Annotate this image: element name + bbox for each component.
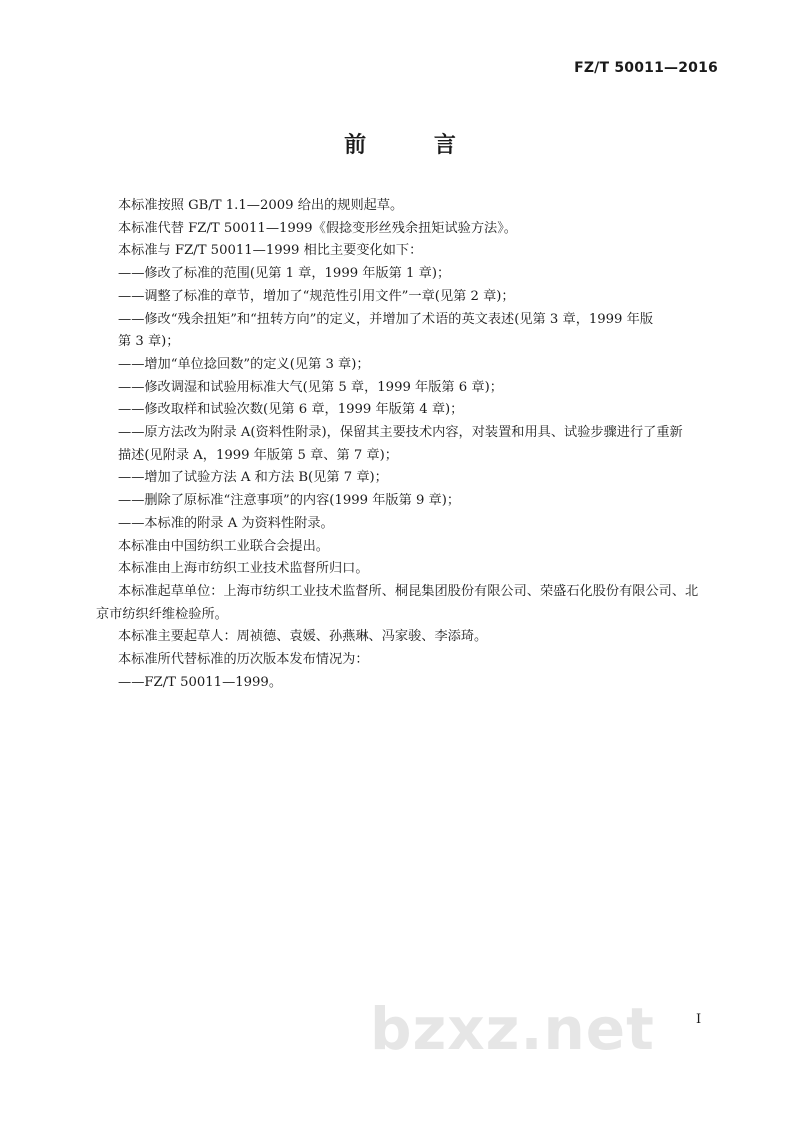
list-item-continuation: 描述(见附录 A，1999 年版第 5 章、第 7 章)； <box>118 447 398 463</box>
list-item: ——删除了原标准“注意事项”的内容(1999 年版第 9 章)； <box>118 493 461 509</box>
list-item-continuation: 第 3 章)； <box>118 334 180 350</box>
page-title: 前 言 <box>344 133 486 158</box>
text-line: 本标准与 FZ/T 50011—1999 相比主要变化如下： <box>118 243 423 259</box>
text-line-continuation: 京市纺织纤维检验所。 <box>96 606 228 622</box>
page-number: I <box>696 1012 702 1027</box>
list-item: ——修改了标准的范围(见第 1 章，1999 年版第 1 章)； <box>118 266 451 282</box>
list-item: ——修改“残余扭矩”和“扭转方向”的定义，并增加了术语的英文表述(见第 3 章，1999 年版 <box>118 311 654 327</box>
list-item: ——本标准的附录 A 为资料性附录。 <box>118 515 334 531</box>
text-line: 本标准主要起草人：周祯德、袁媛、孙燕琳、冯家骏、李添琦。 <box>118 629 488 645</box>
list-item: ——增加“单位捻回数”的定义(见第 3 章)； <box>118 356 370 372</box>
text-line: 本标准所代替标准的历次版本发布情况为： <box>118 652 369 668</box>
text-line: 本标准由上海市纺织工业技术监督所归口。 <box>118 561 369 577</box>
list-item: ——增加了试验方法 A 和方法 B(见第 7 章)； <box>118 470 388 486</box>
list-item: ——FZ/T 50011—1999。 <box>118 674 283 690</box>
watermark: bzxz.net <box>370 995 655 1063</box>
list-item: ——修改取样和试验次数(见第 6 章，1999 年版第 4 章)； <box>118 402 464 418</box>
foreword-body <box>96 195 718 694</box>
list-item: ——原方法改为附录 A(资料性附录)，保留其主要技术内容，对装置和用具、试验步骤进行了重新 <box>118 425 683 441</box>
text-line: 本标准起草单位：上海市纺织工业技术监督所、桐昆集团股份有限公司、荣盛石化股份有限公司、北 <box>118 583 699 599</box>
text-line: 本标准由中国纺织工业联合会提出。 <box>118 538 329 554</box>
text-line: 本标准代替 FZ/T 50011—1999《假捻变形丝残余扭矩试验方法》。 <box>118 220 517 236</box>
standard-code: FZ/T 50011—2016 <box>574 60 718 76</box>
list-item: ——调整了标准的章节，增加了“规范性引用文件”一章(见第 2 章)； <box>118 288 515 304</box>
text-line: 本标准按照 GB/T 1.1—2009 给出的规则起草。 <box>118 198 404 213</box>
list-item: ——修改调湿和试验用标准大气(见第 5 章，1999 年版第 6 章)； <box>118 379 503 395</box>
